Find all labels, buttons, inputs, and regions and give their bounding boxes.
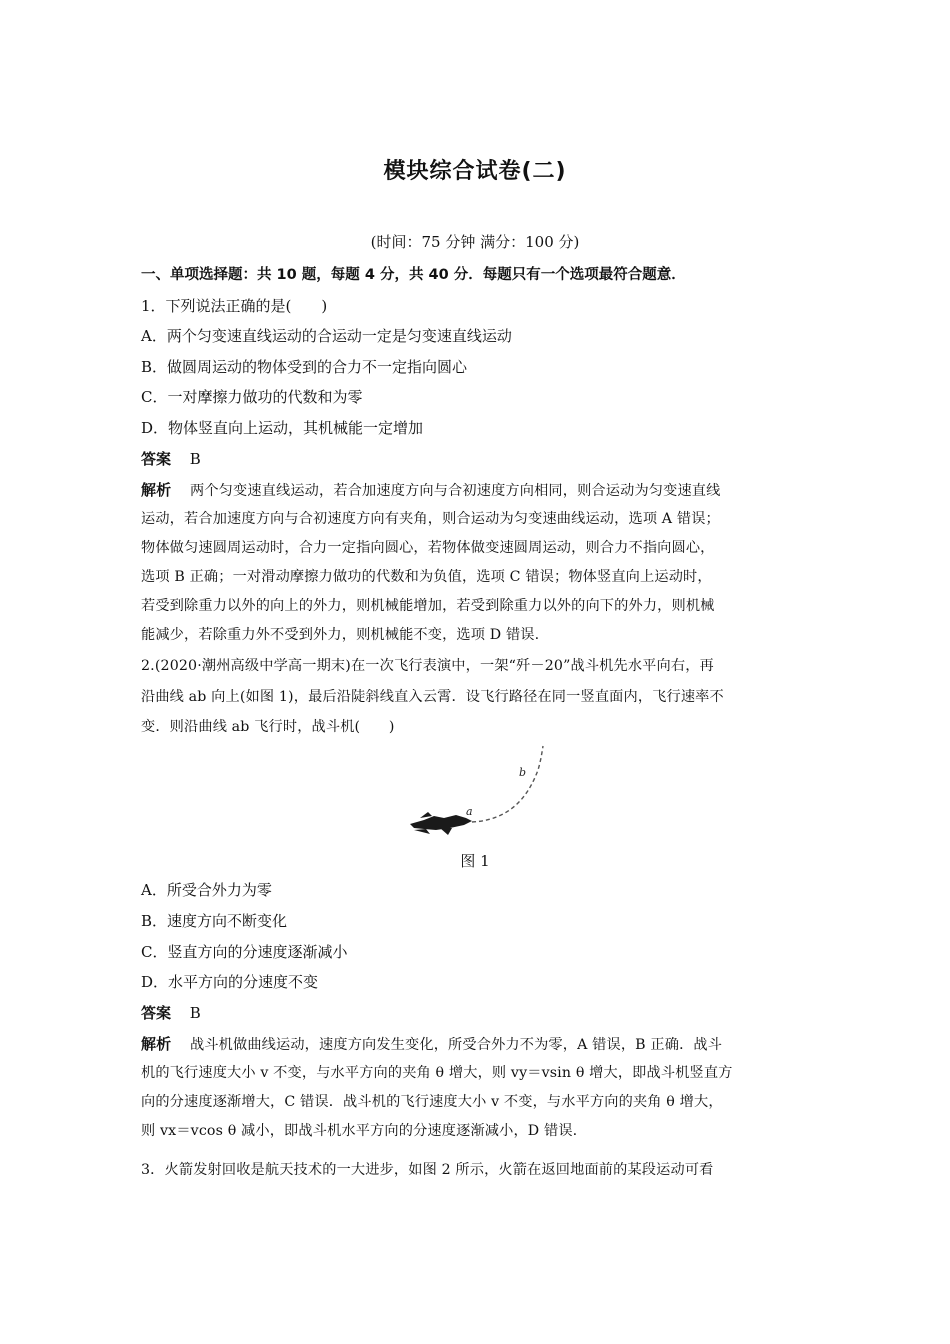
- q3-stem: 3．火箭发射回收是航天技术的一大进步，如图 2 所示，火箭在返回地面前的某段运动可看: [141, 1162, 714, 1178]
- q2-option-a: A．所受合外力为零: [141, 881, 272, 899]
- page-title: 模块综合试卷(二): [383, 159, 567, 184]
- q2-stem-line-1: 2.(2020·潮州高级中学高一期末)在一次飞行表演中，一架“歼－20”战斗机先水平向右，再: [141, 658, 714, 674]
- q2-stem-line-2: 沿曲线 ab 向上(如图 1)，最后沿陡斜线直入云霄．设飞行路径在同一竖直面内，飞行速率不: [141, 689, 724, 705]
- jet-flight-svg: [400, 742, 560, 842]
- q2-analysis-text-1: 战斗机做曲线运动，速度方向发生变化，所受合外力不为零，A 错误，B 正确．战斗: [189, 1037, 723, 1053]
- q1-analysis-text-1: 两个匀变速直线运动，若合加速度方向与合初速度方向相同，则合运动为匀变速直线: [189, 483, 721, 499]
- figure-jet-flight-path: [400, 742, 560, 842]
- q2-analysis-line-2: 机的飞行速度大小 v 不变，与水平方向的夹角 θ 增大，则 vy＝vsin θ 增大，即战斗机竖直方: [141, 1065, 733, 1081]
- q2-option-b: B．速度方向不断变化: [141, 912, 288, 930]
- exam-meta: (时间：75 分钟 满分：100 分): [370, 233, 580, 251]
- q1-analysis-label: 解析: [141, 481, 172, 499]
- figure-caption: 图 1: [460, 852, 490, 870]
- label-b: b: [519, 766, 527, 779]
- q2-answer-value: B: [189, 1004, 201, 1022]
- q2-analysis-line-1: [141, 1034, 821, 1055]
- q2-analysis-label: 解析: [141, 1035, 172, 1053]
- q1-answer-value: B: [189, 450, 201, 468]
- q1-option-d: D．物体竖直向上运动，其机械能一定增加: [141, 419, 424, 437]
- q2-answer-label: 答案: [141, 1004, 172, 1022]
- flight-path-curve: [472, 746, 543, 822]
- q1-answer: [141, 449, 821, 469]
- q1-option-a: A．两个匀变速直线运动的合运动一定是匀变速直线运动: [141, 327, 512, 345]
- q1-stem: 1．下列说法正确的是( ): [141, 297, 328, 315]
- q1-analysis-line-2: 运动，若合加速度方向与合初速度方向有夹角，则合运动为匀变速曲线运动，选项 A 错误；: [141, 511, 720, 527]
- q1-option-c: C．一对摩擦力做功的代数和为零: [141, 388, 363, 406]
- q2-option-d: D．水平方向的分速度不变: [141, 973, 319, 991]
- q1-option-b: B．做圆周运动的物体受到的合力不一定指向圆心: [141, 358, 468, 376]
- q2-analysis-line-4: 则 vx＝vcos θ 减小，即战斗机水平方向的分速度逐渐减小，D 错误.: [141, 1123, 578, 1139]
- q1-answer-label: 答案: [141, 450, 172, 468]
- section-header: 一、单项选择题：共 10 题，每题 4 分，共 40 分．每题只有一个选项最符合题意．: [141, 267, 686, 283]
- jet-silhouette: [410, 812, 472, 835]
- q1-analysis-line-1: [141, 480, 821, 501]
- label-a: a: [466, 805, 473, 818]
- q2-stem-line-3: 变．则沿曲线 ab 飞行时，战斗机( ): [141, 719, 395, 735]
- q1-analysis-line-5: 若受到除重力以外的向上的外力，则机械能增加，若受到除重力以外的向下的外力，则机械: [141, 598, 715, 614]
- q1-analysis-line-4: 选项 B 正确；一对滑动摩擦力做功的代数和为负值，选项 C 错误；物体竖直向上运动时，: [141, 569, 712, 585]
- q2-answer: [141, 1003, 821, 1023]
- q2-option-c: C．竖直方向的分速度逐渐减小: [141, 943, 348, 961]
- q2-analysis-line-3: 向的分速度逐渐增大，C 错误．战斗机的飞行速度大小 v 不变，与水平方向的夹角 θ 增大，: [141, 1094, 723, 1110]
- q1-analysis-line-3: 物体做匀速圆周运动时，合力一定指向圆心，若物体做变速圆周运动，则合力不指向圆心，: [141, 540, 715, 556]
- q1-analysis-line-6: 能减少，若除重力外不受到外力，则机械能不变，选项 D 错误.: [141, 627, 540, 643]
